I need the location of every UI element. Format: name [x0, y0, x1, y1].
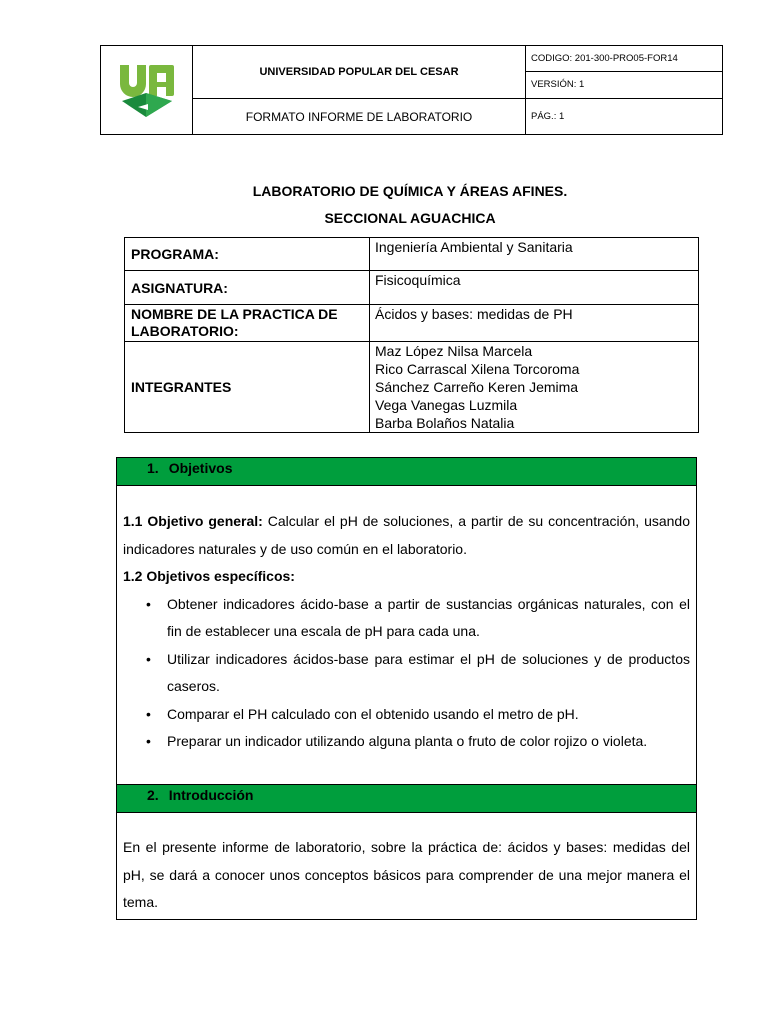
- version-label: VERSIÓN: 1: [531, 79, 585, 90]
- integrante-name: Sánchez Carreño Keren Jemima: [375, 379, 579, 395]
- general-objective-text: Calcular el pH de soluciones, a partir de su concentración, usando indicadores naturales y de uso común en el laboratorio.: [123, 513, 690, 557]
- list-item: • Comparar el PH calculado con el obtenido usando el metro de pH.: [167, 701, 690, 729]
- integrante-name: Rico Carrascal Xilena Torcoroma: [375, 361, 580, 377]
- format-title: FORMATO INFORME DE LABORATORIO: [193, 99, 526, 135]
- doc-title-line2: SECCIONAL AGUACHICA: [324, 210, 496, 226]
- programa-value: Ingeniería Ambiental y Sanitaria: [370, 238, 699, 271]
- list-item: • Obtener indicadores ácido-base a partir de sustancias orgánicas naturales, con el fin de establecer una escala de pH para cada una.: [167, 591, 690, 646]
- meta-cell: [526, 46, 723, 99]
- university-logo-icon: [116, 57, 178, 123]
- integrante-name: Maz López Nilsa Marcela: [375, 343, 533, 359]
- objectives-body: [117, 486, 696, 756]
- asignatura-label: ASIGNATURA:: [125, 271, 370, 305]
- programa-label: PROGRAMA:: [125, 238, 370, 271]
- document-header: [100, 45, 723, 135]
- asignatura-value: Fisicoquímica: [370, 271, 699, 305]
- university-name: UNIVERSIDAD POPULAR DEL CESAR: [193, 46, 526, 99]
- info-table: [124, 237, 699, 433]
- section-number: 2.: [147, 787, 159, 803]
- integrante-name: Barba Bolaños Natalia: [375, 415, 515, 431]
- code-label: CODIGO: 201-300-PRO05-FOR14: [526, 46, 722, 72]
- logo-cell: [101, 46, 193, 135]
- list-item: • Preparar un indicador utilizando alguna planta o fruto de color rojizo o violeta.: [167, 728, 690, 756]
- practica-label: NOMBRE DE LA PRACTICA DE LABORATORIO:: [125, 305, 370, 342]
- specific-objectives-label: 1.2 Objetivos específicos:: [123, 568, 295, 584]
- general-objective: [123, 508, 690, 563]
- section-heading: Introducción: [168, 787, 254, 803]
- integrantes-label: INTEGRANTES: [125, 342, 370, 433]
- section-heading: Objetivos: [168, 460, 233, 476]
- general-objective-label: 1.1 Objetivo general:: [123, 513, 263, 529]
- section-number: 1.: [147, 460, 159, 476]
- introduction-text: En el presente informe de laboratorio, sobre la práctica de: ácidos y bases: medidas del pH, se dará a conocer unos conceptos básicos para comprender de una mejor manera el tema.: [123, 839, 690, 910]
- introduction-section: [116, 784, 697, 920]
- specific-objectives-list: [123, 591, 690, 756]
- integrante-name: Vega Vanegas Luzmila: [375, 397, 518, 413]
- list-item: • Utilizar indicadores ácidos-base para estimar el pH de soluciones y de productos caseros.: [167, 646, 690, 701]
- introduction-header: [117, 785, 696, 813]
- objectives-section: [116, 457, 697, 785]
- objectives-header: [117, 458, 696, 486]
- page-label: PÁG.: 1: [526, 99, 723, 135]
- doc-title-line1: LABORATORIO DE QUÍMICA Y ÁREAS AFINES.: [252, 183, 568, 199]
- integrantes-list: [370, 342, 699, 433]
- practica-value: Ácidos y bases: medidas de PH: [370, 305, 699, 342]
